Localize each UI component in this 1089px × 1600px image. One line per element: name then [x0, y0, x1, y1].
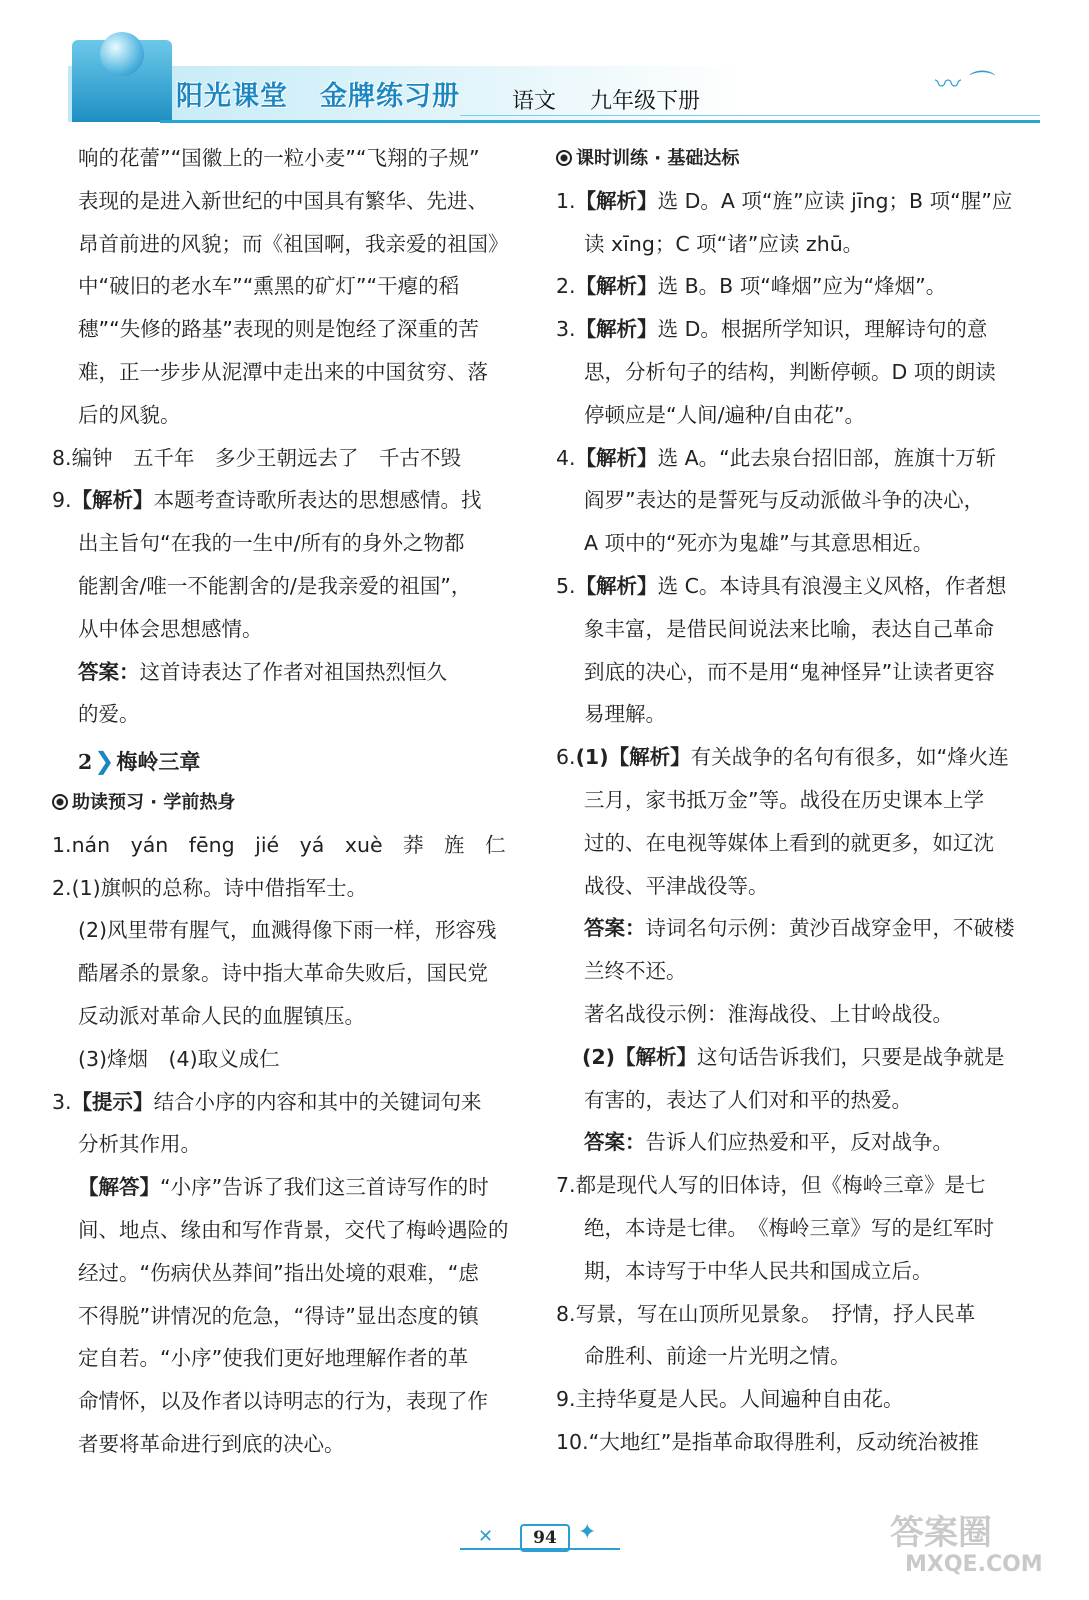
line-text: 表现的是进入新世纪的中国具有繁华、先进、: [78, 188, 488, 213]
line-text: 告诉人们应热爱和平，反对战争。: [645, 1130, 953, 1155]
line-text: 主持华夏是人民。人间遍种自由花。: [575, 1387, 904, 1412]
text-line: [78, 522, 465, 565]
chevron-right-icon: ❯: [94, 747, 115, 776]
lesson-heading: [78, 740, 200, 783]
line-text: 本题考查诗歌所表达的思想感情。找: [153, 488, 482, 513]
text-line: [584, 1121, 953, 1164]
line-text: 间、地点、缘由和写作背景，交代了梅岭遇险的: [78, 1218, 509, 1242]
answer-tag: 【解析】: [71, 488, 154, 513]
text-line: [584, 693, 666, 736]
text-line: [556, 180, 1012, 223]
section-bullet-icon: [52, 794, 68, 810]
section-bullet-icon: [556, 150, 572, 166]
line-text: 选 A。“此去泉台招旧部，旌旗十万斩: [657, 445, 997, 470]
text-line: [78, 608, 263, 651]
line-text: (1)旗帜的总称。诗中借指军士。: [71, 875, 368, 900]
line-text: 都是现代人写的旧体诗，但《梅岭三章》是七: [575, 1173, 986, 1198]
text-line: [584, 479, 984, 522]
item-number: 9.: [52, 488, 72, 513]
answer-tag: 【解析】: [575, 188, 658, 213]
text-line: [78, 909, 497, 952]
line-text: 选 B。B 项“峰烟”应为“烽烟”。: [657, 274, 947, 299]
page-header: [0, 0, 1089, 140]
section-heading: [556, 137, 739, 180]
answer-tag: 【解析】: [575, 574, 658, 598]
text-line: [52, 1081, 482, 1124]
text-line: [584, 1250, 933, 1293]
line-text: 能割舍/唯一不能割舍的/是我亲爱的祖国”，: [78, 574, 472, 598]
item-number: 8.: [556, 1301, 576, 1326]
line-text: 出主旨句“在我的一生中/所有的身外之物都: [78, 531, 465, 556]
text-line: [78, 1123, 201, 1166]
text-line: [78, 995, 365, 1038]
line-text: nán yán fēng jié yá xuè 莽 旌 仁: [71, 832, 506, 857]
item-number: 8.: [52, 445, 72, 470]
text-line: [78, 952, 488, 995]
line-text: 选 D。根据所学知识，理解诗句的意: [657, 317, 988, 342]
line-text: 不得脱”讲情况的危急，“得诗”显出态度的镇: [78, 1303, 479, 1328]
item-number: 2.: [556, 274, 576, 299]
line-text: 从中体会思想感情。: [78, 616, 263, 641]
text-line: [584, 779, 984, 822]
text-line: [78, 137, 480, 180]
line-text: 停顿应是“人间/遍种/自由花”。: [584, 402, 866, 427]
text-line: [78, 1209, 509, 1252]
answer-tag: 【提示】: [71, 1089, 154, 1114]
grade-label: 九年级下册: [590, 89, 701, 114]
text-line: [78, 565, 471, 608]
line-text: 象丰富，是借民间说法来比喻，表达自己革命: [584, 616, 994, 641]
text-line: [584, 651, 995, 694]
footer-rule: [460, 1548, 620, 1550]
text-line: [52, 867, 367, 910]
series-title-2: 金牌练习册: [320, 81, 460, 112]
line-text: 中“破旧的老水车”“熏黑的矿灯”“干瘪的稻: [78, 274, 460, 299]
line-text: A 项中的“死亦为鬼雄”与其意思相近。: [584, 531, 934, 556]
line-text: 诗词名句示例：黄沙百战穿金甲，不破楼: [645, 916, 1015, 941]
line-text: (2)风里带有腥气，血溅得像下雨一样，形容残: [78, 918, 497, 943]
line-text: 写景，写在山顶所见景象。 抒情，抒人民革: [575, 1301, 976, 1326]
text-line: [78, 180, 488, 223]
sparkle-icon: ✕: [478, 1526, 494, 1547]
line-text: 易理解。: [584, 702, 666, 727]
text-line: [584, 522, 933, 565]
text-line: [52, 479, 482, 522]
lesson-title: 梅岭三章: [116, 750, 201, 775]
line-text: 穗”“失修的路基”表现的则是饱经了深重的苦: [78, 317, 479, 342]
line-text: 选 D。A 项“旌”应读 jīng；B 项“腥”应: [657, 188, 1013, 213]
line-text: 编钟 五千年 多少王朝远去了 千古不毁: [71, 445, 462, 470]
text-line: [78, 651, 447, 694]
text-line: [584, 351, 996, 394]
line-text: 有害的，表达了人们对和平的热爱。: [584, 1087, 912, 1112]
answer-tag: 答案：: [78, 659, 140, 684]
answer-tag: 【解析】: [575, 317, 658, 342]
text-line: [584, 993, 953, 1036]
item-number: 3.: [52, 1089, 72, 1114]
text-line: [556, 1421, 979, 1464]
lesson-number: 2: [78, 750, 93, 775]
line-text: 定自若。“小序”使我们更好地理解作者的革: [78, 1346, 469, 1371]
line-text: 选 C。本诗具有浪漫主义风格，作者想: [657, 574, 1007, 598]
text-line: [78, 351, 488, 394]
line-text: 的爱。: [78, 702, 140, 727]
answer-tag: (2)【解析】: [582, 1044, 698, 1069]
item-number: 5.: [556, 574, 576, 598]
line-text: 战役、平津战役等。: [584, 873, 769, 898]
line-text: 读 xīng；C 项“诸”应读 zhū。: [584, 231, 864, 256]
text-line: [78, 223, 509, 266]
line-text: 绝，本诗是七律。 《梅岭三章》写的是红军时: [584, 1216, 994, 1240]
item-number: 4.: [556, 445, 576, 470]
text-line: [52, 437, 461, 480]
subject-label: 语文: [512, 89, 557, 114]
item-number: 2.: [52, 875, 72, 900]
text-line: [584, 1207, 994, 1250]
text-line: [556, 1378, 904, 1421]
line-text: 结合小序的内容和其中的关键词句来: [153, 1089, 482, 1114]
page-number: 94: [520, 1524, 570, 1552]
text-line: [78, 1380, 488, 1423]
line-text: 酷屠杀的景象。诗中指大革命失败后，国民党: [78, 961, 488, 986]
watermark-logo: 答案圈: [890, 1513, 992, 1553]
section-heading: [52, 781, 235, 824]
text-line: [584, 950, 687, 993]
text-line: [584, 223, 863, 266]
line-text: 命情怀，以及作者以诗明志的行为，表现了作: [78, 1389, 488, 1414]
item-number: 7.: [556, 1173, 576, 1198]
item-number: 1.: [556, 188, 576, 213]
text-line: [78, 308, 479, 351]
line-text: 者要将革命进行到底的决心。: [78, 1432, 345, 1456]
text-line: [556, 1164, 986, 1207]
line-text: 到底的决心，而不是用“鬼神怪异”让读者更容: [584, 659, 995, 684]
text-line: [556, 1293, 975, 1336]
line-text: 难，正一步步从泥潭中走出来的中国贫穷、落: [78, 360, 488, 384]
answer-tag: 【解析】: [575, 274, 658, 299]
section-title: 课时训练 · 基础达标: [576, 148, 740, 169]
text-line: [78, 1252, 479, 1295]
line-text: 经过。“伤病伏丛莽间”指出处境的艰难，“虑: [78, 1260, 479, 1285]
line-text: 这首诗表达了作者对祖国热烈恒久: [139, 659, 447, 684]
line-text: “小序”告诉了我们这三首诗写作的时: [160, 1175, 489, 1200]
text-line: [556, 265, 946, 308]
line-text: 昂首前进的风貌；而《祖国啊，我亲爱的祖国》: [78, 231, 509, 256]
answer-tag: 答案：: [584, 916, 646, 941]
text-line: [78, 1166, 489, 1209]
line-text: 反动派对革命人民的血腥镇压。: [78, 1004, 365, 1028]
text-line: [584, 394, 865, 437]
line-text: 分析其作用。: [78, 1132, 201, 1157]
line-text: “大地红”是指革命取得胜利，反动统治被推: [588, 1430, 979, 1454]
series-title-1: 阳光课堂: [176, 81, 288, 112]
section-title: 助读预习 · 学前热身: [72, 792, 236, 813]
line-text: 著名战役示例：淮海战役、上甘岭战役。: [584, 1002, 953, 1026]
answer-tag: 答案：: [584, 1130, 646, 1155]
header-divider: [160, 120, 1040, 123]
text-line: [78, 1423, 345, 1466]
text-line: [78, 265, 459, 308]
text-line: [556, 437, 996, 480]
item-number: 3.: [556, 317, 576, 342]
star-icon: ✦: [578, 1520, 597, 1545]
line-text: 有关战争的名句有很多，如“烽火连: [690, 745, 1009, 770]
text-line: [584, 865, 769, 908]
answer-tag: 【解析】: [575, 445, 658, 470]
page-footer: [460, 1510, 620, 1560]
line-text: 后的风貌。: [78, 402, 181, 427]
line-text: 阎罗”表达的是誓死与反动派做斗争的决心，: [584, 488, 985, 513]
text-line: [78, 693, 140, 736]
text-line: [78, 1337, 468, 1380]
text-line: [584, 608, 994, 651]
item-number: 10.: [556, 1430, 589, 1454]
line-text: 命胜利、前途一片光明之情。: [584, 1344, 851, 1369]
line-text: 思，分析句子的结构，判断停顿。D 项的朗读: [584, 360, 996, 384]
text-line: [584, 1335, 851, 1378]
header-divider-thin: [460, 115, 1040, 116]
text-line: [556, 565, 1006, 608]
watermark-url: MXQE.COM: [905, 1552, 1043, 1577]
text-line: [556, 308, 987, 351]
line-text: 过的、在电视等媒体上看到的就更多，如辽沈: [584, 830, 994, 855]
item-number: 6.: [556, 745, 576, 770]
text-line: [582, 1036, 1005, 1079]
line-text: 兰终不还。: [584, 959, 687, 984]
item-number: 1.: [52, 832, 72, 857]
text-line: [584, 822, 994, 865]
text-line: [78, 1295, 479, 1338]
line-text: 响的花蕾”“国徽上的一粒小麦”“飞翔的子规”: [78, 146, 480, 170]
item-number: 9.: [556, 1387, 576, 1412]
line-text: 三月，家书抵万金”等。战役在历史课本上学: [584, 788, 985, 812]
text-line: [584, 907, 1015, 950]
line-text: 这句话告诉我们，只要是战争就是: [697, 1044, 1005, 1069]
globe-icon: [100, 32, 144, 76]
text-line: [556, 736, 1009, 779]
birds-icon: 〰 ⌒: [935, 70, 996, 100]
line-text: (3)烽烟 (4)取义成仁: [78, 1046, 280, 1071]
answer-tag: 【解答】: [78, 1175, 160, 1200]
text-line: [52, 824, 506, 867]
answer-tag: (1)【解析】: [575, 745, 691, 770]
text-line: [78, 1038, 280, 1081]
text-line: [584, 1079, 912, 1122]
line-text: 期，本诗写于中华人民共和国成立后。: [584, 1258, 933, 1283]
text-line: [78, 394, 181, 437]
